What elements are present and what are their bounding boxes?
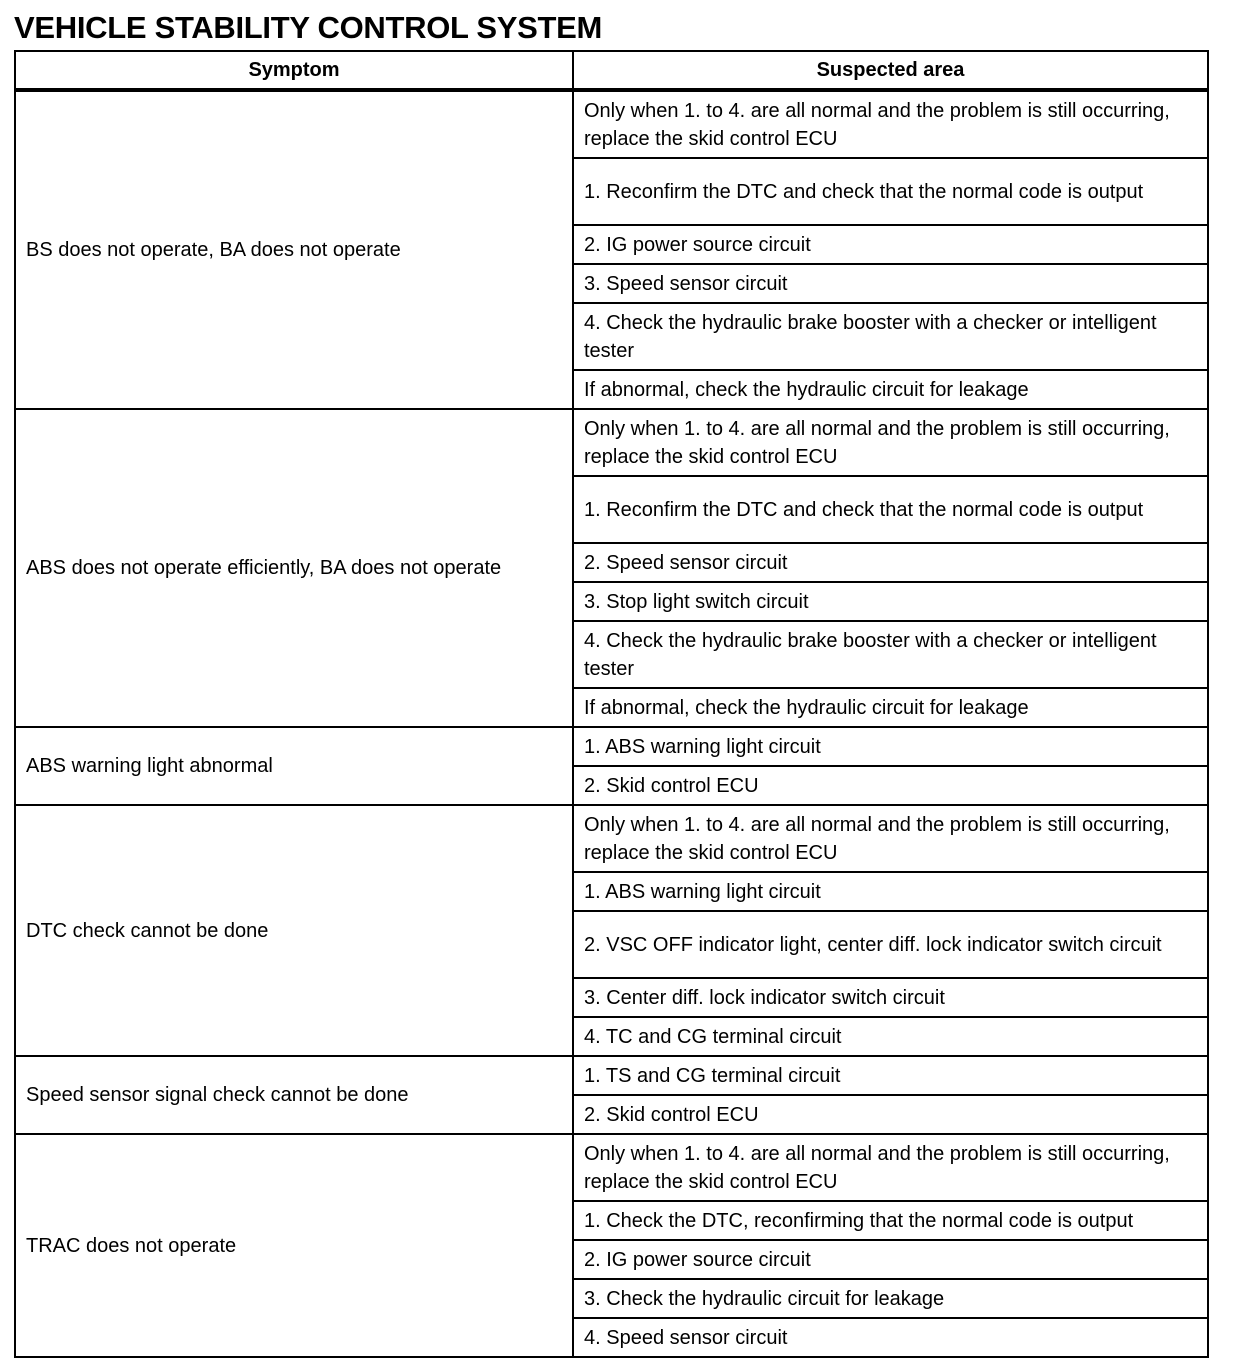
suspected-area-cell: 3. Stop light switch circuit	[573, 582, 1208, 621]
suspected-area-cell: 1. ABS warning light circuit	[573, 872, 1208, 911]
suspected-area-cell: 2. IG power source circuit	[573, 225, 1208, 264]
suspected-area-cell: 2. VSC OFF indicator light, center diff. lock indicator switch circuit	[573, 911, 1208, 978]
diagnosis-table	[14, 50, 1209, 1358]
symptom-cell: TRAC does not operate	[15, 1134, 573, 1357]
symptom-cell: Speed sensor signal check cannot be done	[15, 1056, 573, 1134]
suspected-area-cell: 1. ABS warning light circuit	[573, 727, 1208, 766]
suspected-area-cell: 2. IG power source circuit	[573, 1240, 1208, 1279]
symptom-cell: ABS does not operate efficiently, BA does not operate	[15, 409, 573, 727]
page-title: VEHICLE STABILITY CONTROL SYSTEM	[14, 10, 603, 45]
suspected-area-cell: 2. Speed sensor circuit	[573, 543, 1208, 582]
suspected-area-cell: 2. Skid control ECU	[573, 766, 1208, 805]
suspected-area-cell: 1. Reconfirm the DTC and check that the normal code is output	[573, 476, 1208, 543]
symptom-column-header: Symptom	[15, 51, 573, 90]
suspected-area-cell: If abnormal, check the hydraulic circuit for leakage	[573, 688, 1208, 727]
suspected-area-cell: 4. Check the hydraulic brake booster with a checker or intelligent tester	[573, 621, 1208, 688]
symptom-cell: DTC check cannot be done	[15, 805, 573, 1056]
suspected-area-cell: 1. Reconfirm the DTC and check that the normal code is output	[573, 158, 1208, 225]
suspected-area-column-header: Suspected area	[573, 51, 1208, 90]
suspected-area-cell: 4. Check the hydraulic brake booster with a checker or intelligent tester	[573, 303, 1208, 370]
suspected-area-cell: 3. Check the hydraulic circuit for leakage	[573, 1279, 1208, 1318]
table-header-row	[15, 51, 1208, 90]
table-body	[15, 90, 1208, 1357]
suspected-area-cell: Only when 1. to 4. are all normal and the problem is still occurring, replace the skid control ECU	[573, 409, 1208, 476]
table-row	[15, 805, 1208, 872]
suspected-area-cell: Only when 1. to 4. are all normal and the problem is still occurring, replace the skid control ECU	[573, 90, 1208, 158]
table-row	[15, 727, 1208, 766]
suspected-area-cell: 3. Speed sensor circuit	[573, 264, 1208, 303]
suspected-area-cell: Only when 1. to 4. are all normal and the problem is still occurring, replace the skid control ECU	[573, 1134, 1208, 1201]
suspected-area-cell: Only when 1. to 4. are all normal and the problem is still occurring, replace the skid control ECU	[573, 805, 1208, 872]
suspected-area-cell: 4. Speed sensor circuit	[573, 1318, 1208, 1357]
suspected-area-cell: If abnormal, check the hydraulic circuit for leakage	[573, 370, 1208, 409]
table-row	[15, 409, 1208, 476]
suspected-area-cell: 1. Check the DTC, reconfirming that the normal code is output	[573, 1201, 1208, 1240]
suspected-area-cell: 4. TC and CG terminal circuit	[573, 1017, 1208, 1056]
suspected-area-cell: 2. Skid control ECU	[573, 1095, 1208, 1134]
table-row	[15, 1134, 1208, 1201]
suspected-area-cell: 3. Center diff. lock indicator switch circuit	[573, 978, 1208, 1017]
table-row	[15, 90, 1208, 158]
suspected-area-cell: 1. TS and CG terminal circuit	[573, 1056, 1208, 1095]
symptom-cell: BS does not operate, BA does not operate	[15, 90, 573, 409]
symptom-cell: ABS warning light abnormal	[15, 727, 573, 805]
table-row	[15, 1056, 1208, 1095]
